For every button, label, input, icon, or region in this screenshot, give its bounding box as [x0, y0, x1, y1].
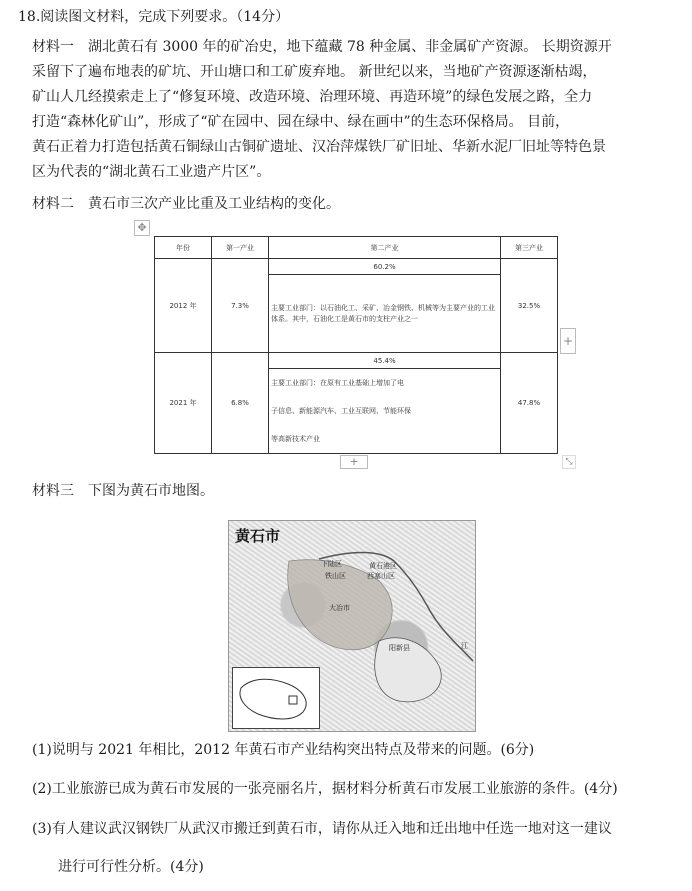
industry-structure-table	[154, 236, 558, 454]
secondary-structure-cell: 主要工业部门：以石油化工、采矿、冶金钢铁、机械等为主要产业的工业体系。其中，石油化工是黄石市的支柱产业之一	[269, 275, 501, 353]
map-label-river: 江	[461, 642, 468, 650]
table-move-handle-icon[interactable]: ✥	[134, 220, 150, 236]
material-three-title: 材料三 下图为黄石市地图。	[32, 483, 214, 499]
secondary-share-cell: 60.2%	[269, 259, 501, 275]
map-label-xialu: 下陆区	[321, 560, 342, 568]
question-header: 18.阅读图文材料，完成下列要求。（14分）	[18, 9, 290, 25]
material-one-line: 黄石正着力打造包括黄石铜绿山古铜矿遗址、汉冶萍煤铁厂矿旧址、华新水泥厂旧址等特色景	[32, 139, 606, 155]
table-resize-handle-icon[interactable]: ⤡	[562, 455, 576, 469]
map-label-xisaishan: 西塞山区	[367, 572, 395, 580]
material-one-line: 采留下了遍布地表的矿坑、开山塘口和工矿废弃地。 新世纪以来，当地矿产资源逐渐枯竭，	[32, 64, 597, 80]
map-label-tieshan: 铁山区	[325, 572, 346, 580]
year-cell: 2021 年	[155, 353, 212, 454]
year-cell: 2012 年	[155, 259, 212, 353]
map-title: 黄石市	[235, 527, 281, 545]
secondary-structure-line: 子信息、新能源汽车、工业互联网、节能环保	[271, 407, 411, 415]
material-one-line: 区为代表的“湖北黄石工业遗产片区”。	[32, 164, 271, 180]
table-header: 第二产业	[269, 237, 501, 259]
material-one-line: 材料一 湖北黄石有 3000 年的矿冶史，地下蕴藏 78 种金属、非金属矿产资源。 长期资源开	[32, 39, 612, 55]
material-one-line: 矿山人几经摸索走上了“修复环境、改造环境、治理环境、再造环境”的绿色发展之路，全力	[32, 89, 593, 105]
map-label-yangxin: 阳新县	[389, 644, 410, 652]
map-inset-locator	[232, 667, 320, 729]
material-one-line: 打造“森林化矿山”，形成了“矿在园中、园在绿中、绿在画中”的生态环保格局。 目前，	[32, 114, 570, 130]
secondary-structure-cell	[269, 369, 501, 454]
primary-share-cell: 7.3%	[212, 259, 269, 353]
secondary-structure-line: 等高新技术产业	[271, 435, 320, 443]
table-header: 第三产业	[501, 237, 558, 259]
table-header: 年份	[155, 237, 212, 259]
subquestion-3: (3)有人建议武汉钢铁厂从武汉市搬迁到黄石市，请你从迁入地和迁出地中任选一地对这一建议	[32, 821, 612, 837]
material-two-title: 材料二 黄石市三次产业比重及工业结构的变化。	[32, 196, 340, 212]
secondary-structure-line: 主要工业部门：在原有工业基础上增加了电	[271, 379, 404, 387]
map-label-huangshigang: 黄石港区	[369, 562, 397, 570]
primary-share-cell: 6.8%	[212, 353, 269, 454]
map-label-daye: 大冶市	[329, 604, 350, 612]
tertiary-share-cell: 32.5%	[501, 259, 558, 353]
table-header: 第一产业	[212, 237, 269, 259]
secondary-share-cell: 45.4%	[269, 353, 501, 369]
subquestion-3-continued: 进行可行性分析。(4分)	[58, 859, 204, 875]
add-row-button[interactable]: +	[340, 455, 368, 469]
add-column-button[interactable]: +	[560, 328, 576, 354]
subquestion-1: (1)说明与 2021 年相比，2012 年黄石市产业结构突出特点及带来的问题。(6分)	[32, 742, 535, 758]
subquestion-2: (2)工业旅游已成为黄石市发展的一张亮丽名片，据材料分析黄石市发展工业旅游的条件。(4分)	[32, 781, 618, 797]
huangshi-map	[228, 520, 476, 732]
tertiary-share-cell: 47.8%	[501, 353, 558, 454]
map-inset-outline	[233, 668, 319, 728]
